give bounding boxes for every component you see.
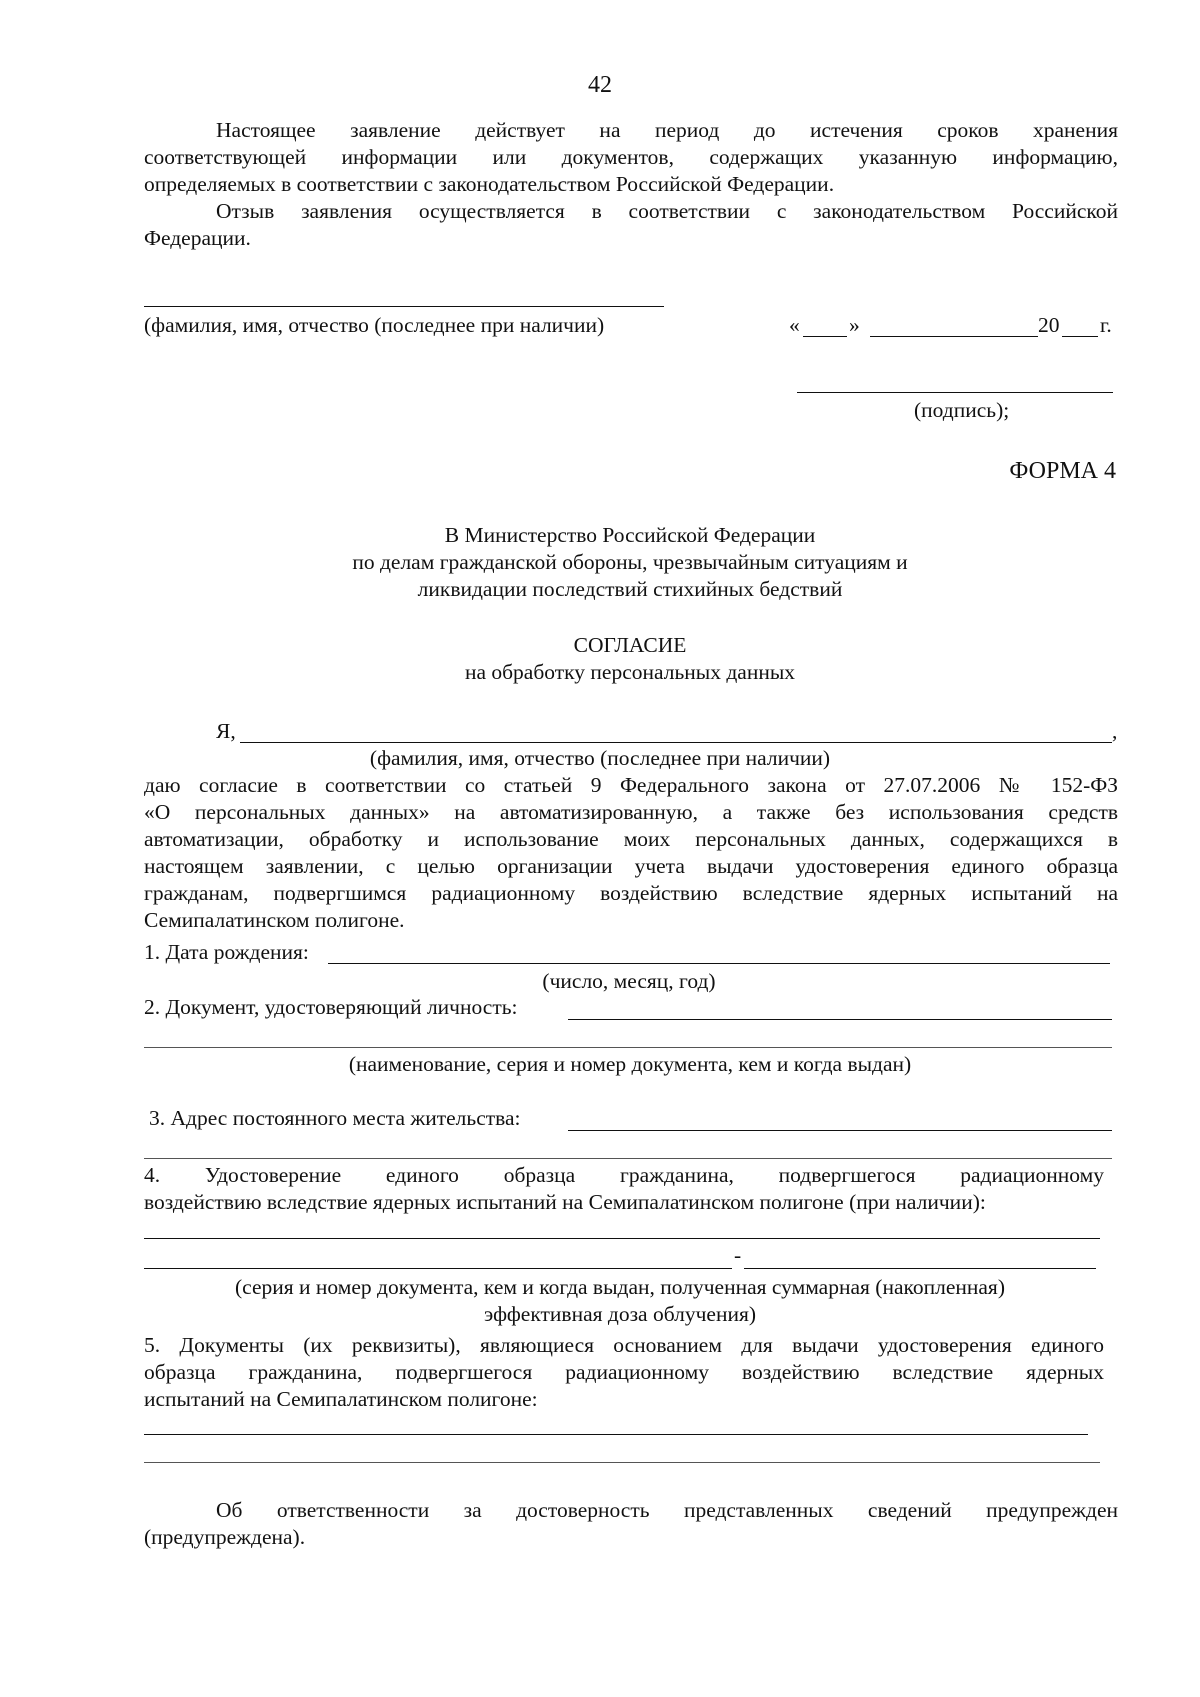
certificate-dash: - — [734, 1243, 742, 1267]
consent-subtitle: на обработку персональных данных — [464, 660, 796, 684]
consent-body-line: автоматизации, обработку и использование моих персональных данных, содержащихся в — [144, 827, 1118, 851]
documents-paragraph — [144, 1332, 1104, 1413]
id-document-caption: (наименование, серия и номер документа, кем и когда выдан) — [348, 1052, 912, 1076]
certificate-line: 4. Удостоверение единого образца гражданина, подвергшегося радиационному — [144, 1163, 1104, 1187]
id-document-field[interactable] — [568, 1019, 1112, 1020]
revocation-line: Отзыв заявления осуществляется в соответствии с законодательством Российской — [216, 199, 1118, 223]
certificate-field-line2a[interactable] — [144, 1268, 732, 1269]
signature-line[interactable] — [797, 392, 1113, 393]
id-document-field-line2[interactable] — [144, 1047, 1112, 1048]
certificate-caption-line: (серия и номер документа, кем и когда выдан, полученная суммарная (накопленная) — [234, 1275, 1005, 1299]
birth-date-label: 1. Дата рождения: — [144, 940, 309, 964]
documents-field-line2[interactable] — [144, 1462, 1100, 1463]
responsibility-paragraph — [144, 1497, 1118, 1551]
certificate-field-line1[interactable] — [144, 1238, 1100, 1239]
date-year-prefix: 20 — [1038, 313, 1060, 337]
fio-signature-line[interactable] — [144, 306, 664, 307]
date-year-field[interactable] — [1062, 336, 1098, 337]
responsibility-line: Об ответственности за достоверность представленных сведений предупрежден — [216, 1498, 1118, 1522]
addressee-block — [130, 522, 1130, 603]
certificate-caption — [0, 1274, 1200, 1328]
revocation-line: Федерации. — [144, 226, 251, 250]
validity-paragraph — [144, 117, 1118, 198]
date-close-quote: » — [849, 313, 860, 337]
consent-title: СОГЛАСИЕ — [573, 633, 687, 657]
consent-i-prefix: Я, — [216, 719, 236, 743]
form-label: ФОРМА 4 — [1009, 458, 1116, 484]
consent-body-line: «О персональных данных» на автоматизированную, а также без использования средств — [144, 800, 1118, 824]
certificate-paragraph — [144, 1162, 1104, 1216]
documents-field-line1[interactable] — [144, 1434, 1088, 1435]
consent-body-line: гражданам, подвергшимся радиационному воздействию вследствие ядерных испытаний на — [144, 881, 1118, 905]
responsibility-line: (предупреждена). — [144, 1525, 306, 1549]
addressee-line: по делам гражданской обороны, чрезвычайным ситуациям и — [352, 550, 908, 574]
consent-body-line: даю согласие в соответствии со статьей 9 Федерального закона от 27.07.2006 № 152-ФЗ — [144, 773, 1118, 797]
fio-caption: (фамилия, имя, отчество (последнее при наличии) — [144, 313, 605, 337]
address-field[interactable] — [568, 1130, 1112, 1131]
addressee-line: ликвидации последствий стихийных бедствий — [417, 577, 843, 601]
id-document-label: 2. Документ, удостоверяющий личность: — [144, 995, 518, 1019]
page-number: 42 — [588, 72, 612, 98]
validity-line: Настоящее заявление действует на период до истечения сроков хранения — [216, 118, 1118, 142]
consent-body-line: Семипалатинском полигоне. — [144, 908, 405, 932]
date-year-suffix: г. — [1100, 313, 1112, 337]
consent-fio-caption: (фамилия, имя, отчество (последнее при наличии) — [369, 746, 831, 770]
consent-i-suffix: , — [1112, 719, 1118, 743]
consent-body-line: настоящем заявлении, с целью организации учета выдачи удостоверения единого образца — [144, 854, 1118, 878]
documents-line: испытаний на Семипалатинском полигоне: — [144, 1387, 538, 1411]
certificate-field-line2b[interactable] — [744, 1268, 1096, 1269]
documents-line: образца гражданина, подвергшегося радиационному воздействию вследствие ядерных — [144, 1360, 1104, 1384]
certificate-line: воздействию вследствие ядерных испытаний на Семипалатинском полигоне (при наличии): — [144, 1190, 986, 1214]
documents-line: 5. Документы (их реквизиты), являющиеся основанием для выдачи удостоверения единого — [144, 1333, 1104, 1357]
birth-date-field[interactable] — [328, 963, 1110, 964]
date-day-field[interactable] — [803, 336, 847, 337]
revocation-paragraph — [144, 198, 1118, 252]
consent-body — [144, 772, 1118, 934]
validity-line: определяемых в соответствии с законодательством Российской Федерации. — [144, 172, 835, 196]
addressee-line: В Министерство Российской Федерации — [444, 523, 816, 547]
address-field-line2[interactable] — [144, 1158, 1112, 1159]
consent-fio-field[interactable] — [240, 742, 1112, 743]
birth-date-caption: (число, месяц, год) — [542, 969, 716, 993]
address-label: 3. Адрес постоянного места жительства: — [149, 1106, 521, 1130]
validity-line: соответствующей информации или документов, содержащих указанную информацию, — [144, 145, 1118, 169]
date-open-quote: « — [789, 313, 800, 337]
certificate-caption-line: эффективная доза облучения) — [483, 1302, 757, 1326]
date-month-field[interactable] — [870, 336, 1038, 337]
signature-caption: (подпись); — [914, 398, 1010, 422]
